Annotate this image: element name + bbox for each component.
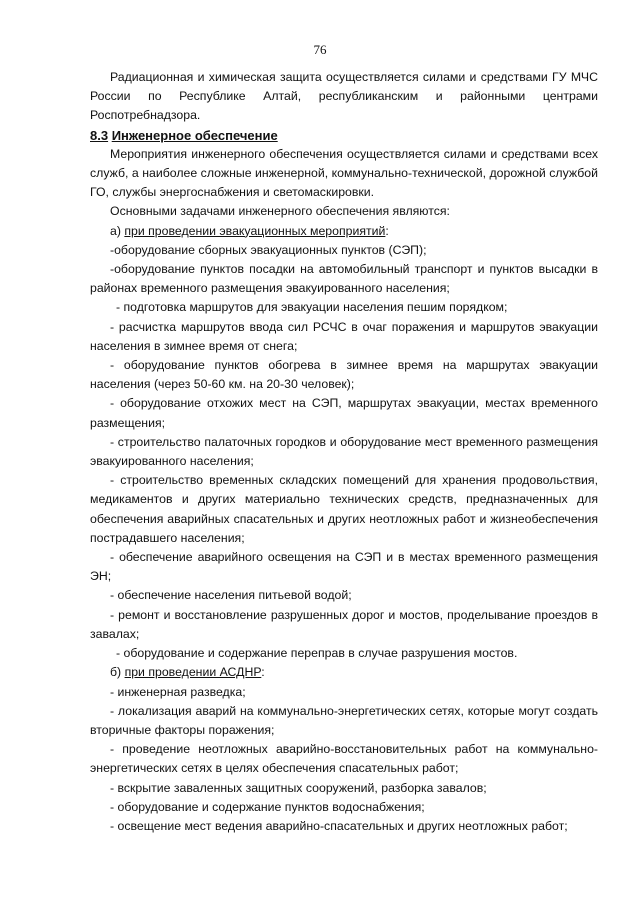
list-item: - оборудование и содержание переправ в случае разрушения мостов.: [116, 646, 518, 661]
group-a-suffix: :: [385, 223, 389, 238]
group-a-heading: [90, 222, 598, 241]
list-item: - освещение мест ведения аварийно-спасательных и других неотложных работ;: [110, 818, 568, 833]
list-item: - оборудование пунктов обогрева в зимнее время на маршрутах эвакуации населения (через 50-60 км. на 20-30 человек);: [90, 358, 598, 392]
list-item: - обеспечение аварийного освещения на СЭП и в местах временного размещения ЭН;: [90, 550, 598, 584]
list-item: - локализация аварий на коммунально-энергетических сетях, которые могут создать вторичные факторы поражения;: [90, 703, 598, 737]
list-item: - вскрытие заваленных защитных сооружений, разборка завалов;: [110, 780, 487, 795]
section-number: 8.3: [90, 127, 109, 143]
section-title: Инженерное обеспечение: [111, 127, 278, 143]
list-item: - проведение неотложных аварийно-восстановительных работ на коммунально-энергетических сетях в целях обеспечения спасательных работ;: [90, 742, 598, 776]
section-heading: [90, 126, 598, 145]
group-b-heading: [90, 663, 598, 682]
group-a-label: при проведении эвакуационных мероприятий: [124, 223, 386, 238]
intro-paragraph: Радиационная и химическая защита осуществляется силами и средствами ГУ МЧС России по Республике Алтай, республиканским и районными центрами Роспотребнадзора.: [90, 70, 598, 123]
list-item: -оборудование сборных эвакуационных пунктов (СЭП);: [110, 242, 427, 257]
list-item: - оборудование отхожих мест на СЭП, маршрутах эвакуации, местах временного размещения;: [90, 396, 598, 430]
paragraph-services: Мероприятия инженерного обеспечения осуществляется силами и средствами всех служб, а наиболее сложные инженерной, коммунально-технической, дорожной службой ГО, службы энергоснабжения и светомаскировки.: [90, 146, 598, 200]
list-item: -оборудование пунктов посадки на автомобильный транспорт и пунктов высадки в районах временного размещения эвакуированного населения;: [90, 262, 598, 296]
page-number: 76: [313, 42, 327, 57]
list-item: - оборудование и содержание пунктов водоснабжения;: [110, 799, 425, 814]
group-b-prefix: б): [110, 665, 125, 680]
list-item: - обеспечение населения питьевой водой;: [110, 588, 352, 603]
paragraph-tasks: Основными задачами инженерного обеспечения являются:: [110, 204, 450, 219]
group-a-prefix: а): [110, 223, 125, 238]
list-item: - инженерная разведка;: [110, 684, 246, 699]
page-body: [90, 68, 598, 836]
list-item: - строительство палаточных городков и оборудование мест временного размещения эвакуированного населения;: [90, 434, 598, 469]
list-item: - строительство временных складских помещений для хранения продовольствия, медикаментов и других материально технических средств, предназначенных для обеспечения аварийных спасательных и других неотложных работ и жизнеобеспечения пострадавшего населения;: [90, 473, 598, 545]
list-item: - подготовка маршрутов для эвакуации населения пешим порядком;: [116, 300, 508, 315]
list-item: - расчистка маршрутов ввода сил РСЧС в очаг поражения и маршрутов эвакуации населения в зимнее время от снега;: [90, 319, 598, 353]
group-b-suffix: :: [261, 665, 265, 680]
group-b-label: при проведении АСДНР: [124, 665, 262, 680]
list-item: - ремонт и восстановление разрушенных дорог и мостов, проделывание проездов в завалах;: [90, 607, 598, 641]
